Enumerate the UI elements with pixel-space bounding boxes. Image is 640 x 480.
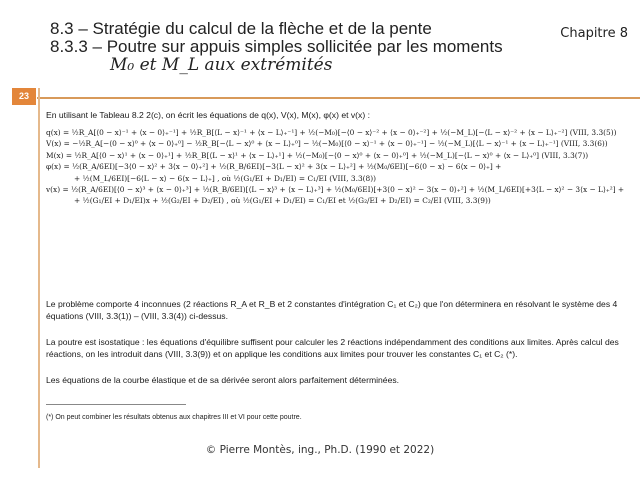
paragraph-conclusion: Les équations de la courbe élastique et de sa dérivée seront alors parfaitement déterminées. [46, 375, 400, 385]
title-line-3: M₀ et M_L aux extrémités [110, 55, 333, 75]
equation-v-cont: + ½(G₁/EI + D₁/EI)x + ½(G₂/EI + D₂/EI) , où ½(G₁/EI + D₁/EI) = C₁/EI et ½(G₂/EI + D₂/EI) = C₂/EI (VIII, 3.3(9)) [74, 196, 491, 206]
equation-m: M(x) = ½R_A[⟨0 − x⟩¹ + ⟨x − 0⟩₊¹] + ½R_B[⟨L − x⟩¹ + ⟨x − L⟩₊¹] + ½(−M₀)[−⟨0 − x⟩⁰ + ⟨x − 0⟩₊⁰] + ½(−M_L)[−⟨L − x⟩⁰ + ⟨x − L⟩₊⁰] (VIII, 3.3(7)) [46, 150, 589, 160]
equation-v-shear: V(x) = −½R_A[−⟨0 − x⟩⁰ + ⟨x − 0⟩₊⁰] − ½R_B[−⟨L − x⟩⁰ + ⟨x − L⟩₊⁰] − ½(−M₀)[⟨0 − x⟩⁻¹ + ⟨x − 0⟩₊⁻¹] − ½(−M_L)[⟨L − x⟩⁻¹ + ⟨x − L⟩₊⁻¹] (VIII, 3.3(6)) [46, 139, 608, 149]
footnote-rule [46, 404, 186, 405]
page-number-badge: 23 [12, 88, 36, 105]
equation-block [46, 127, 632, 207]
header-rule [37, 97, 640, 99]
footnote: (*) On peut combiner les résultats obtenus aux chapitres III et VI pour cette poutre. [46, 414, 302, 421]
paragraph-isostatic: La poutre est isostatique : les équations d'équilibre suffisent pour calculer les 2 réactions indépendamment des conditions aux limites. Après calcul des réactions, on les introduit dans (VIII, 3.3(9)) et on applique les conditions aux limites pour trouver les constantes C₁ et C₂ (*). [46, 337, 619, 359]
chapter-label: Chapitre 8 [560, 26, 628, 41]
equation-phi: φ(x) = ½(R_A/6EI)[−3⟨0 − x⟩² + 3⟨x − 0⟩₊²] + ½(R_B/6EI)[−3⟨L − x⟩² + 3⟨x − L⟩₊²] + ½(M₀/6EI)[−6⟨0 − x⟩ − 6⟨x − 0⟩₊] + [46, 162, 502, 172]
title-line-1: 8.3 – Stratégie du calcul de la flèche et de la pente [50, 19, 432, 38]
equation-q: q(x) = ½R_A[⟨0 − x⟩⁻¹ + ⟨x − 0⟩₊⁻¹] + ½R_B[⟨L − x⟩⁻¹ + ⟨x − L⟩₊⁻¹] + ½(−M₀)[−⟨0 − x⟩⁻² + ⟨x − 0⟩₊⁻²] + ½(−M_L)[−⟨L − x⟩⁻² + ⟨x − L⟩₊⁻²] (VIII, 3.3(5)) [46, 128, 617, 137]
equation-phi-cont: + ½(M_L/6EI)[−6⟨L − x⟩ − 6⟨x − L⟩₊] , où ½(G₁/EI + D₁/EI) = C₁/EI (VIII, 3.3(8)) [74, 173, 377, 183]
equation-v: v(x) = ½(R_A/6EI)[⟨0 − x⟩³ + ⟨x − 0⟩₊³] + ½(R_B/6EI)[⟨L − x⟩³ + ⟨x − L⟩₊³] + ½(M₀/6EI)[+3⟨0 − x⟩² − 3⟨x − 0⟩₊²] + ½(M_L/6EI)[+3⟨L − x⟩² − 3⟨x − L⟩₊²] + [46, 185, 625, 195]
slide-content [46, 110, 632, 207]
paragraph-unknowns: Le problème comporte 4 inconnues (2 réactions R_A et R_B et 2 constantes d'intégration C₁ et C₂) que l'on déterminera en résolvant le système des 4 équations (VIII, 3.3(1)) – (VIII, 3.3(4)) ci-dessus. [46, 299, 618, 321]
intro-text: En utilisant le Tableau 8.2 2(c), on écrit les équations de q(x), V(x), M(x), φ(x) et v(x) : [46, 110, 370, 120]
title-line-2: 8.3.3 – Poutre sur appuis simples sollicitée par les moments [50, 37, 503, 56]
slide-title [50, 20, 530, 74]
left-accent-line [38, 88, 40, 468]
copyright: © Pierre Montès, ing., Ph.D. (1990 et 2022) [205, 444, 435, 456]
